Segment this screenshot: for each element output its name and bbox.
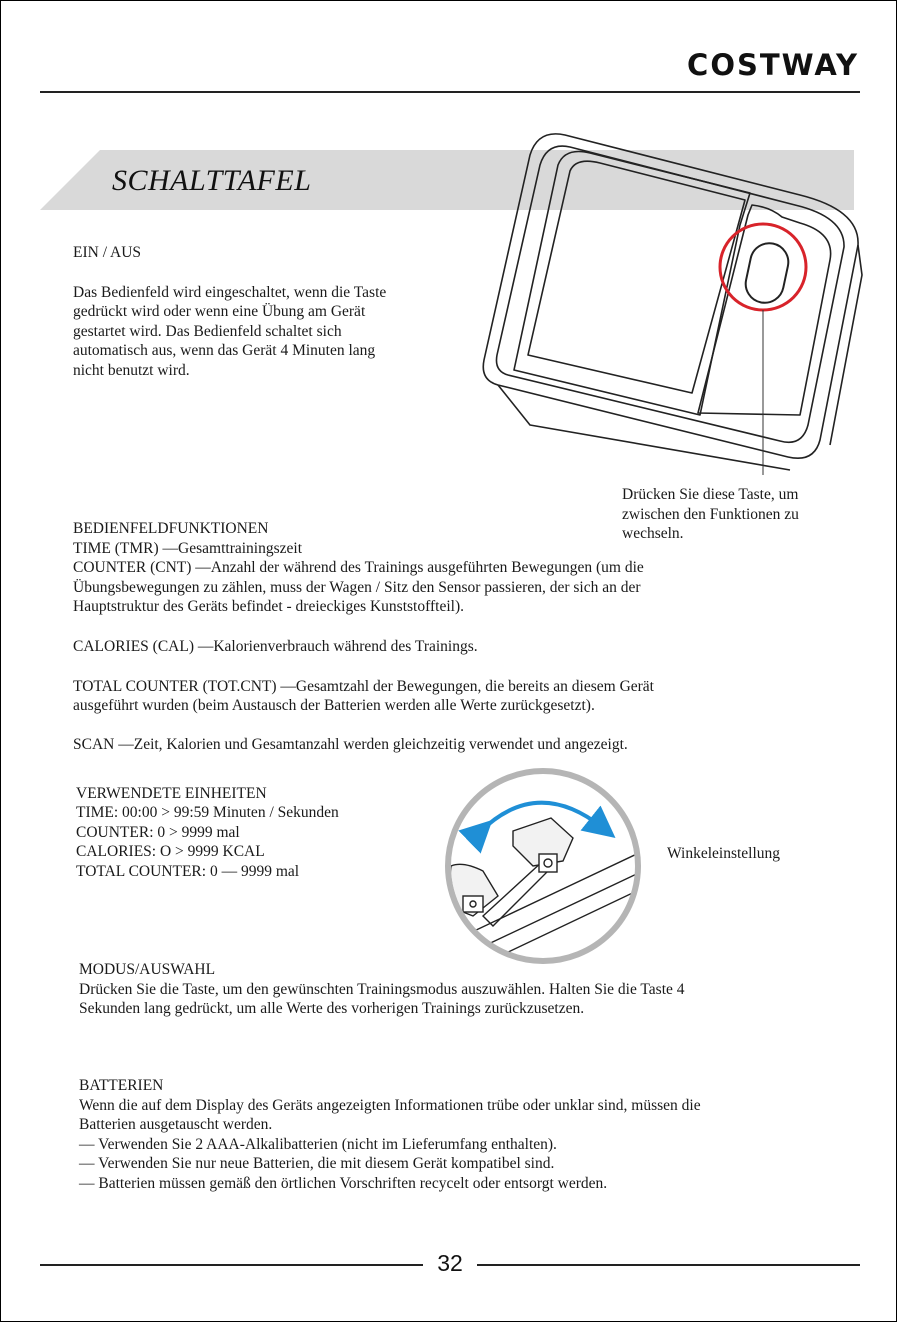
scan-function: SCAN —Zeit, Kalorien und Gesamtanzahl werden gleichzeitig verwendet und angezeigt. (73, 736, 628, 753)
on-off-line: gedrückt wird oder wenn eine Übung am Gerät (73, 303, 366, 320)
counter-function: COUNTER (CNT) —Anzahl der während des Trainings ausgeführten Bewegungen (um die (73, 559, 644, 576)
on-off-heading: EIN / AUS (73, 244, 142, 261)
on-off-line: Das Bedienfeld wird eingeschaltet, wenn die Taste (73, 284, 387, 301)
on-off-line: nicht benutzt wird. (73, 362, 190, 379)
batteries-line: — Verwenden Sie 2 AAA-Alkalibatterien (nicht im Lieferumfang enthalten). (79, 1136, 557, 1153)
angle-label: Winkeleinstellung (667, 845, 781, 862)
on-off-line: gestartet wird. Das Bedienfeld schaltet sich (73, 323, 342, 340)
console-right-edge (830, 245, 862, 445)
total-counter-function: TOTAL COUNTER (TOT.CNT) —Gesamtzahl der Bewegungen, die bereits an diesem Gerät (73, 678, 654, 695)
mode-heading: MODUS/AUSWAHL (79, 961, 216, 978)
console-mount (539, 854, 557, 872)
mode-line: Sekunden lang gedrückt, um alle Werte des vorherigen Trainings zurückzusetzen. (79, 1000, 585, 1017)
console-illustration (470, 125, 870, 475)
counter-function: Übungsbewegungen zu zählen, muss der Wagen / Sitz den Sensor passieren, der sich an der (73, 579, 641, 596)
unit-line: TIME: 00:00 > 99:59 Minuten / Sekunden (76, 804, 339, 821)
side-mount (463, 896, 483, 912)
brand-logo: COSTWAY (687, 48, 859, 82)
on-off-line: automatisch aus, wenn das Gerät 4 Minuten lang (73, 342, 376, 359)
console-bottom-edge (498, 385, 790, 470)
console-screen-bezel (514, 152, 750, 416)
unit-line: CALORIES: O > 9999 KCAL (76, 843, 265, 860)
batteries-heading: BATTERIEN (79, 1077, 164, 1094)
batteries-line: Batterien ausgetauscht werden. (79, 1116, 273, 1133)
batteries-line: — Verwenden Sie nur neue Batterien, die mit diesem Gerät kompatibel sind. (79, 1155, 555, 1172)
calories-function: CALORIES (CAL) —Kalorienverbrauch während des Trainings. (73, 638, 478, 655)
batteries-line: Wenn die auf dem Display des Geräts angezeigten Informationen trübe oder unklar sind, müssen die (79, 1097, 701, 1114)
mode-line: Drücken Sie die Taste, um den gewünschten Trainingsmodus auszuwählen. Halten Sie die Taste 4 (79, 981, 685, 998)
page-number: 32 (437, 1250, 463, 1276)
callout-line: wechseln. (622, 525, 684, 542)
highlight-circle (720, 224, 806, 310)
footer-rule-left (40, 1264, 423, 1266)
counter-function: Hauptstruktur des Geräts befindet - dreieckiges Kunststoffteil). (73, 598, 464, 615)
section-title: SCHALTTAFEL (112, 164, 312, 197)
callout-line: zwischen den Funktionen zu (622, 506, 799, 523)
callout-line: Drücken Sie diese Taste, um (622, 486, 799, 503)
unit-line: COUNTER: 0 > 9999 mal (76, 824, 240, 841)
units-heading: VERWENDETE EINHEITEN (76, 785, 267, 802)
unit-line: TOTAL COUNTER: 0 — 9999 mal (76, 863, 300, 880)
angle-adjustment-illustration (443, 766, 643, 966)
time-function: TIME (TMR) —Gesamttrainingszeit (73, 540, 303, 557)
functions-heading: BEDIENFELDFUNKTIONEN (73, 520, 269, 537)
batteries-line: — Batterien müssen gemäß den örtlichen Vorschriften recycelt oder entsorgt werden. (79, 1175, 608, 1192)
footer-rule-right (477, 1264, 860, 1266)
header-rule (40, 91, 860, 93)
power-button (742, 240, 792, 307)
total-counter-function: ausgeführt wurden (beim Austausch der Batterien werden alle Werte zurückgesetzt). (73, 697, 595, 714)
